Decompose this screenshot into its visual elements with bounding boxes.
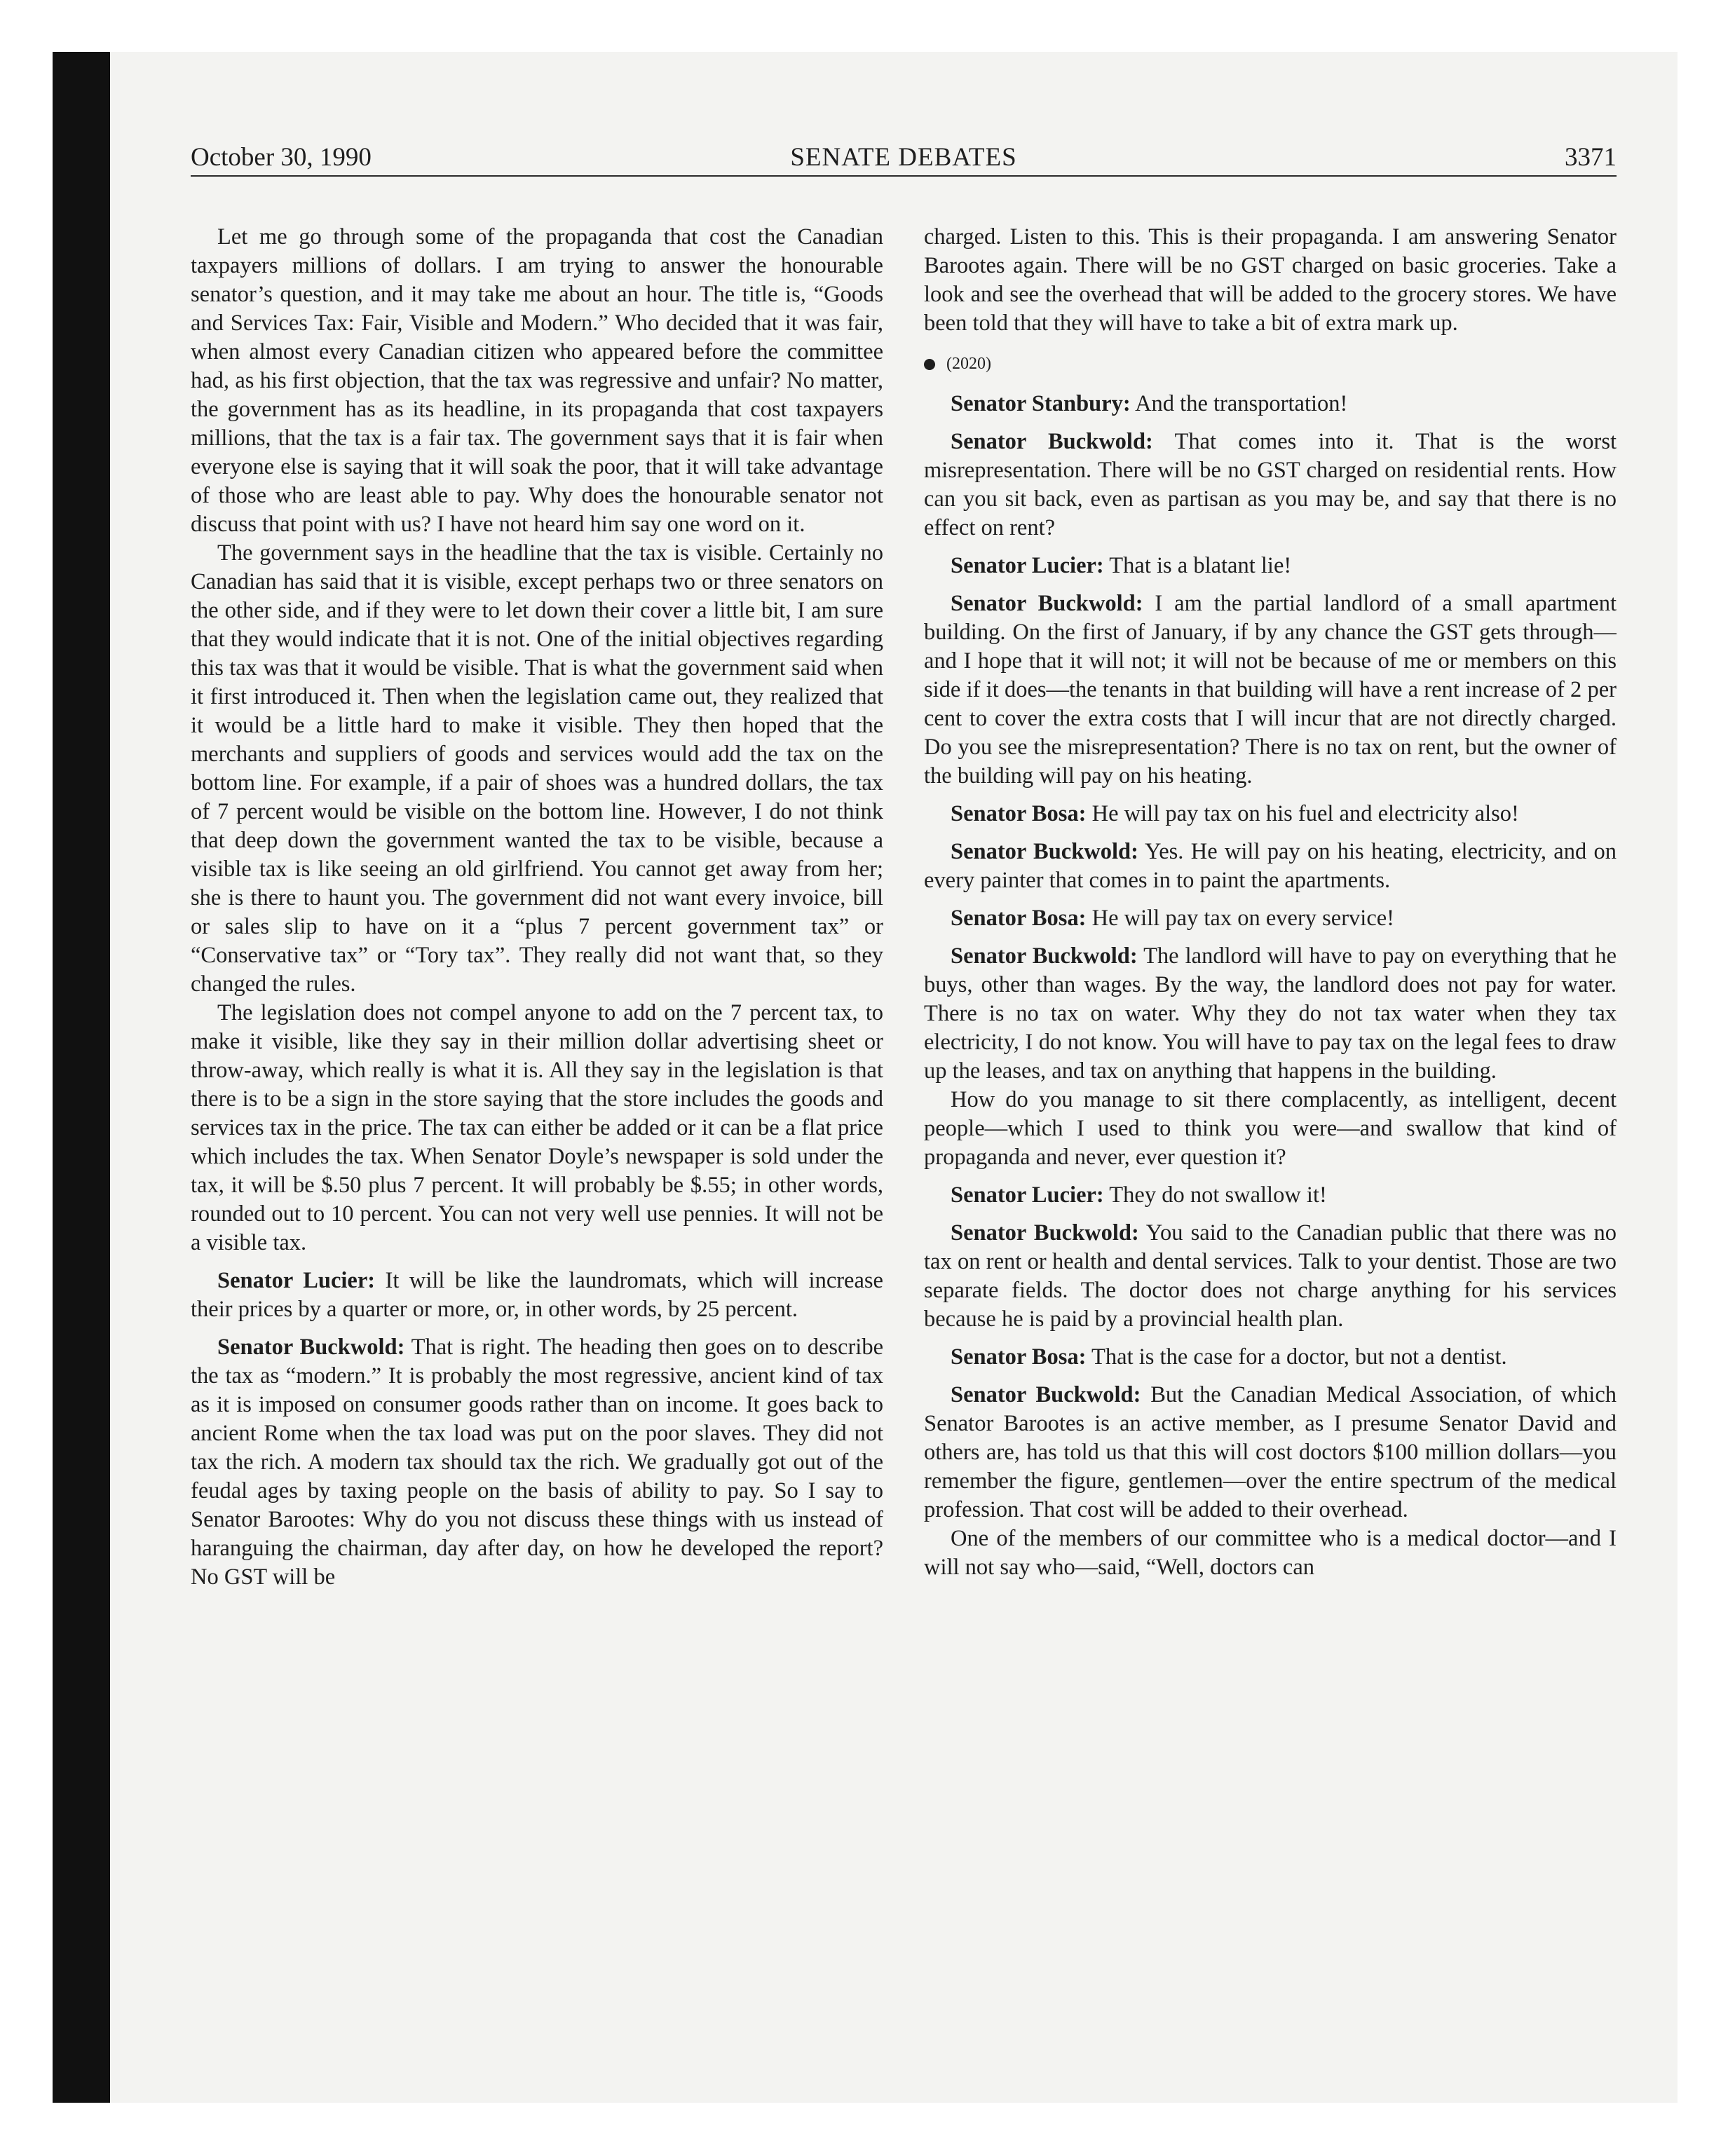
speech — [924, 838, 1617, 895]
speech — [924, 552, 1617, 580]
speech — [924, 1219, 1617, 1334]
speaker-name: Senator Bosa: — [951, 801, 1087, 826]
scan-edge — [53, 52, 110, 2103]
speech-text: That is the case for a doctor, but not a dentist. — [1086, 1344, 1507, 1370]
speech-text: The landlord will have to pay on everything that he buys, other than wages. By the way, the landlord does not pay for water. There is no tax on water. Why they do not tax water when they tax electricity, I do not know. You will have to pay tax on the legal fees to draw up the leases, and tax on anything that happens in the building. — [924, 943, 1617, 1084]
speech — [924, 1343, 1617, 1372]
speaker-name: Senator Lucier: — [217, 1268, 376, 1293]
header-title: SENATE DEBATES — [790, 143, 1017, 172]
speech — [924, 942, 1617, 1086]
page-number: 3371 — [1565, 143, 1617, 172]
speech-text: That is a blatant lie! — [1103, 553, 1292, 578]
speech — [191, 1267, 883, 1324]
speech — [924, 904, 1617, 933]
time-marker — [924, 353, 1617, 374]
running-head — [191, 140, 1617, 177]
speaker-name: Senator Lucier: — [951, 1182, 1104, 1208]
speech-text: They do not swallow it! — [1103, 1182, 1327, 1208]
speaker-name: Senator Buckwold: — [951, 429, 1153, 454]
speech-text: He will pay tax on his fuel and electricity also! — [1086, 801, 1519, 826]
speech — [924, 589, 1617, 791]
paragraph: The government says in the headline that the tax is visible. Certainly no Canadian has said that it is visible, except perhaps two or three senators on the other side, and if they were to let down their cover a little bit, I am sure that they would indicate that it is not. One of the initial objectives regarding this tax was that it would be visible. That is what the government said when it first introduced it. Then when the legislation came out, they realized that it would be a little hard to make it visible. They then hoped that the merchants and suppliers of goods and services would add the tax on the bottom line. For example, if a pair of shoes was a hundred dollars, the tax of 7 percent would be visible on the bottom line. However, I do not think that deep down the government wanted the tax to be visible, because a visible tax is like seeing an old girlfriend. You cannot get away from her; she is there to haunt you. The government did not want every invoice, bill or sales slip to have on it a “plus 7 percent government tax” or “Conservative tax” or “Tory tax”. They really did not want that, so they changed the rules. — [191, 540, 883, 997]
speaker-name: Senator Buckwold: — [951, 839, 1138, 864]
speaker-name: Senator Lucier: — [951, 553, 1104, 578]
speaker-name: Senator Buckwold: — [951, 591, 1143, 616]
speech — [924, 390, 1617, 418]
speech-text: I am the partial landlord of a small apartment building. On the first of January, if by any chance the GST gets through—and I hope that it will not; it will not be because of me or members on this side if it does—the tenants in that building will have a rent increase of 2 per cent to cover the extra costs that I will incur that are not directly charged. Do you see the misrepresentation? There is no tax on rent, but the owner of the building will pay on his heating. — [924, 591, 1617, 789]
speech-text: Yes. He will pay on his heating, electricity, and on every painter that comes in to paint the apartments. — [924, 839, 1617, 893]
speech — [924, 1181, 1617, 1210]
left-column — [191, 223, 883, 1919]
bullet-icon — [924, 359, 935, 370]
speech-text: That is right. The heading then goes on to describe the tax as “modern.” It is probably the most regressive, ancient kind of tax as it is imposed on consumer goods rather than on income. It goes back to ancient Rome when the tax load was put on the poor slaves. They did not tax the rich. A modern tax should tax the rich. We gradually got out of the feudal ages by taxing people on the basis of ability to pay. So I say to Senator Barootes: Why do you not discuss these things with us instead of haranguing the chairman, day after day, on how he developed the report? No GST will be — [191, 1335, 883, 1590]
speaker-name: Senator Buckwold: — [217, 1335, 405, 1360]
speech-text: It will be like the laundromats, which will increase their prices by a quarter or more, or, in other words, by 25 percent. — [191, 1268, 883, 1322]
paragraph: Let me go through some of the propaganda that cost the Canadian taxpayers millions of dollars. I am trying to answer the honourable senator’s question, and it may take me about an hour. The title is, “Goods and Services Tax: Fair, Visible and Modern.” Who decided that it was fair, when almost every Canadian citizen who appeared before the committee had, as his first objection, that the tax was regressive and unfair? No matter, the government has as its headline, in its propaganda that cost taxpayers millions, that the tax is a fair tax. The government says that it is fair when everyone else is saying that it will soak the poor, that it will take advantage of those who are least able to pay. Why does the honourable senator not discuss that point with us? I have not heard him say one word on it. — [191, 224, 883, 537]
speech — [924, 800, 1617, 828]
time-marker-text: (2020) — [946, 355, 991, 373]
speech-text: But the Canadian Medical Association, of which Senator Barootes is an active member, as I presume Senator David and others are, has told us that this will cost doctors $100 million dollars—you remember the figure, gentlemen—over the entire spectrum of the medical profession. That cost will be added to their overhead. — [924, 1382, 1617, 1522]
speech — [191, 1333, 883, 1592]
paragraph-continued: charged. Listen to this. This is their propaganda. I am answering Senator Barootes again. There will be no GST charged on basic groceries. Take a look and see the overhead that will be added to the grocery stores. We have been told that they will have to take a bit of extra mark up. — [924, 224, 1617, 336]
speech-text: That comes into it. That is the worst misrepresentation. There will be no GST charged on residential rents. How can you sit back, even as partisan as you may be, and say that there is no effect on rent? — [924, 429, 1617, 540]
speaker-name: Senator Buckwold: — [951, 1220, 1139, 1246]
speaker-name: Senator Buckwold: — [951, 1382, 1141, 1407]
right-column — [924, 223, 1617, 1919]
paragraph: One of the members of our committee who is a medical doctor—and I will not say who—said, “Well, doctors can — [924, 1526, 1617, 1580]
speaker-name: Senator Stanbury: — [951, 391, 1131, 416]
speaker-name: Senator Buckwold: — [951, 943, 1138, 969]
speech-text: And the transportation! — [1130, 391, 1348, 416]
speech — [924, 428, 1617, 543]
paragraph: How do you manage to sit there complacently, as intelligent, decent people—which I used to think you were—and swallow that kind of propaganda and never, ever question it? — [924, 1087, 1617, 1170]
speech-text: He will pay tax on every service! — [1086, 906, 1394, 931]
paragraph: The legislation does not compel anyone to add on the 7 percent tax, to make it visible, like they say in their million dollar advertising sheet or throw-away, which really is what it is. All they say in the legislation is that there is to be a sign in the store saying that the store includes the goods and services tax in the price. The tax can either be added or it can be a flat price which includes the tax. When Senator Doyle’s newspaper is sold under the tax, it will be $.50 plus 7 percent. It will probably be $.55; in other words, rounded out to 10 percent. You can not very well use pennies. It will not be a visible tax. — [191, 1000, 883, 1255]
speaker-name: Senator Bosa: — [951, 906, 1087, 931]
speech-text: You said to the Canadian public that there was no tax on rent or health and dental services. Talk to your dentist. Those are two separate fields. The doctor does not charge anything for his services because he is paid by a provincial health plan. — [924, 1220, 1617, 1332]
speech — [924, 1381, 1617, 1524]
speaker-name: Senator Bosa: — [951, 1344, 1087, 1370]
header-date: October 30, 1990 — [191, 143, 372, 172]
